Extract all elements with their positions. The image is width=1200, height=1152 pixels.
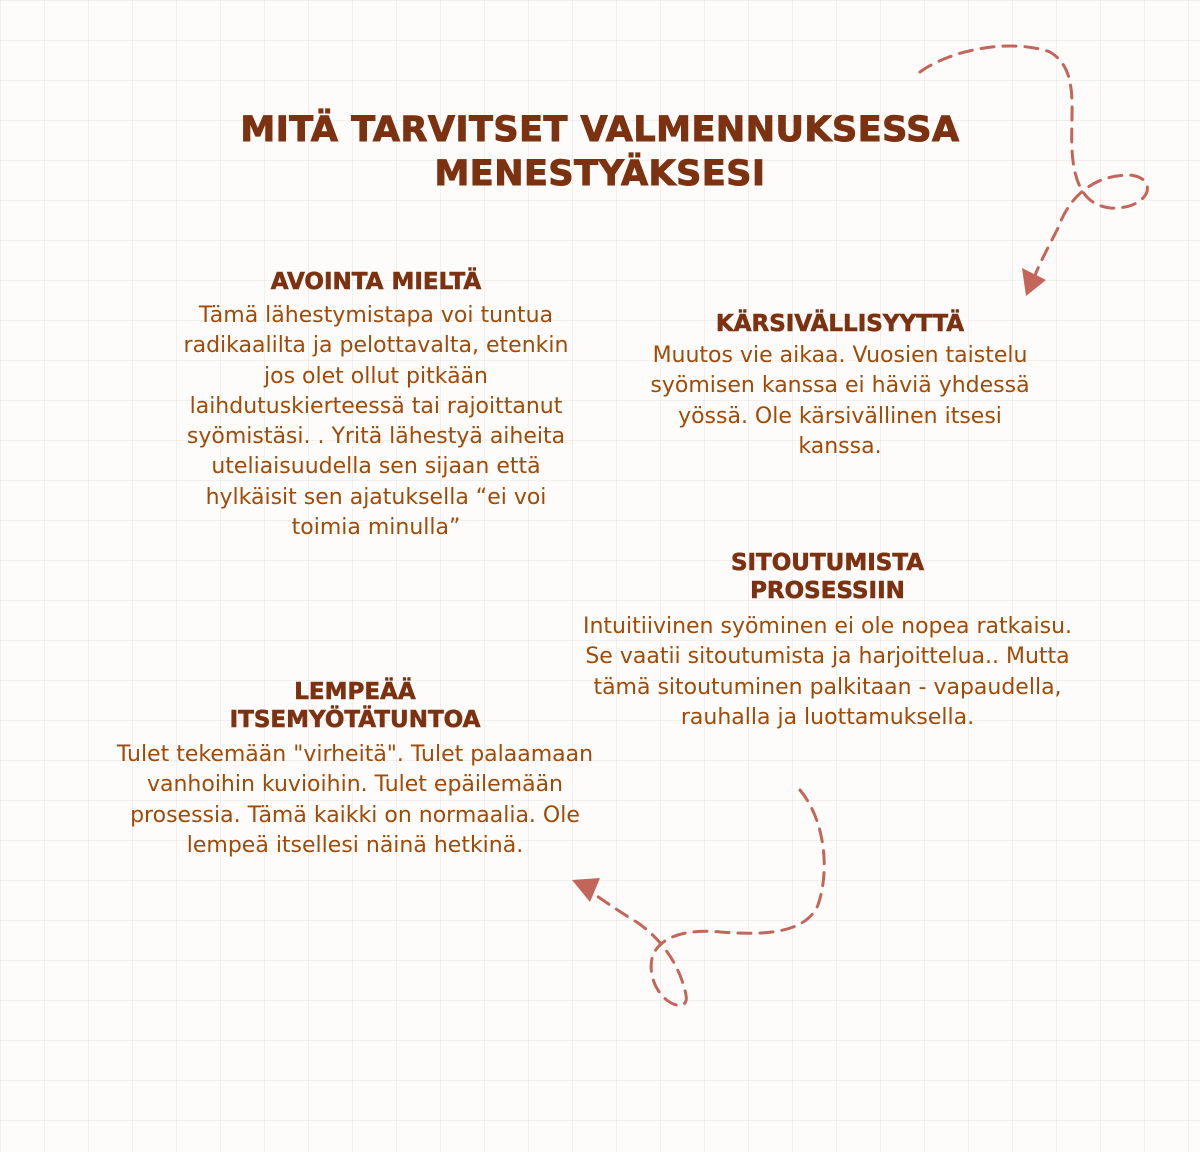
section-body-patience: Muutos vie aikaa. Vuosien taistelu syömisen kanssa ei häviä yhdessä yössä. Ole kärsivällinen itsesi kanssa.: [650, 343, 1030, 459]
page-title: MITÄ TARVITSET VALMENNUKSESSA MENESTYÄKSESI: [240, 110, 960, 194]
dashed-arrow-bottom-icon: [586, 790, 824, 1005]
section-body-open-mind: Tämä lähestymistapa voi tuntua radikaalilta ja pelottavalta, etenkin jos olet ollut pitkään laihdutuskierteessä tai rajoittanut syömistäsi. . Yritä lähestyä aiheita uteliaisuudella sen sijaan että hylkäisit sen ajatuksella “ei voi toimia minulla”: [183, 303, 569, 541]
arrowhead-top-right-icon: [1022, 268, 1046, 296]
dashed-arrow-top-right-icon: [920, 46, 1147, 278]
section-heading-open-mind: AVOINTA MIELTÄ: [270, 269, 482, 295]
section-heading-commitment-line1: SITOUTUMISTA: [730, 550, 925, 576]
section-body-commitment: Intuitiivinen syöminen ei ole nopea ratkaisu. Se vaatii sitoutumista ja harjoittelua.. Mutta tämä sitoutuminen palkitaan - vapaudella, rauhalla ja luottamuksella.: [582, 614, 1073, 730]
section-heading-commitment-line2: PROSESSIIN: [750, 578, 905, 604]
section-heading-patience: KÄRSIVÄLLISYYTTÄ: [715, 311, 965, 337]
section-body-self-compassion: Tulet tekemään "virheitä". Tulet palaamaan vanhoihin kuvioihin. Tulet epäilemään prosessia. Tämä kaikki on normaalia. Ole lempeä itsellesi näinä hetkinä.: [116, 742, 594, 858]
section-heading-self-compassion-line1: LEMPEÄÄ: [294, 679, 416, 705]
section-heading-self-compassion-line2: ITSEMYÖTÄTUNTOA: [229, 707, 481, 733]
arrowhead-bottom-icon: [572, 878, 600, 902]
